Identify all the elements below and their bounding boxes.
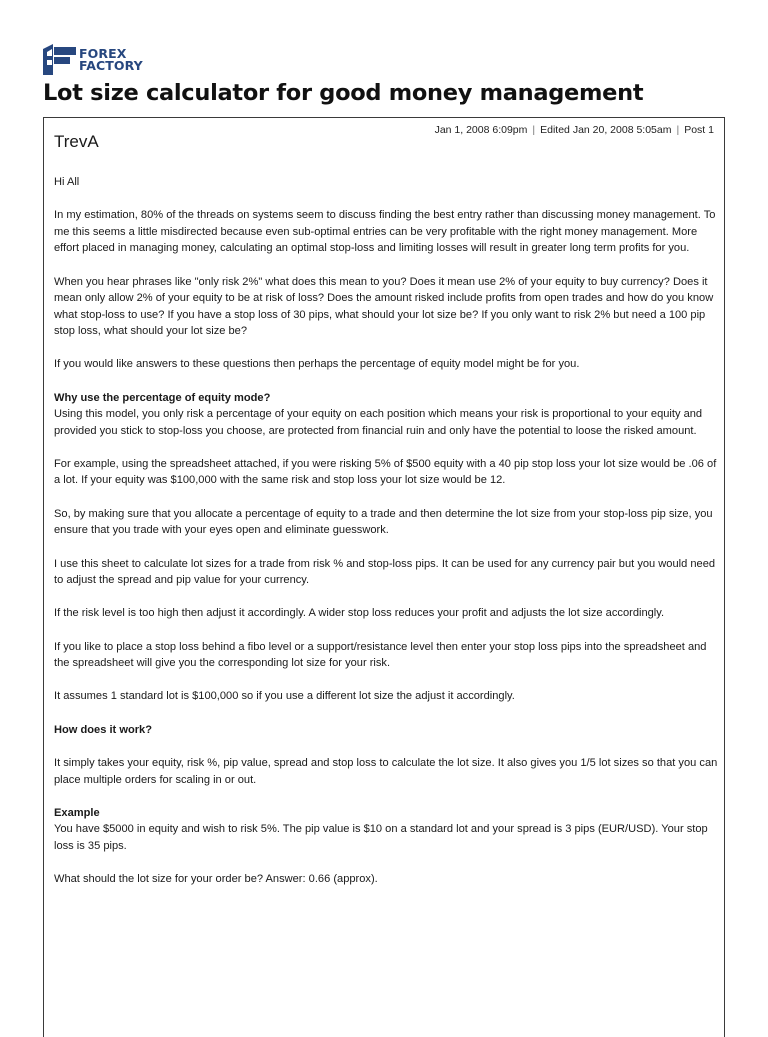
post-paragraph: What should the lot size for your order be? Answer: 0.66 (approx). [54, 873, 378, 886]
post-container [43, 117, 725, 1037]
post-paragraph: Using this model, you only risk a percentage of your equity on each position which means your risk is proportional to your equity and provided you stick to stop-loss you choose, are protected from financial ruin and only have the potential to loose the risked amount. [54, 408, 703, 437]
post-paragraph: You have $5000 in equity and wish to risk 5%. The pip value is $10 on a standard lot and your spread is 3 pips (EUR/USD). Your stop loss is 35 pips. [54, 823, 708, 852]
post-paragraph: Hi All [54, 176, 80, 188]
post-paragraph: If the risk level is too high then adjust it accordingly. A wider stop loss reduces your profit and adjusts the lot size accordingly. [54, 607, 665, 620]
forex-factory-logo-icon [43, 44, 76, 75]
post-meta [435, 124, 714, 136]
post-paragraph: I use this sheet to calculate lot sizes for a trade from risk % and stop-loss pips. It can be used for any currency pair but you would need to adjust the spread and pip value for your currency. [54, 557, 716, 587]
post-paragraph: In my estimation, 80% of the threads on systems seem to discuss finding the best entry rather than discussing money management. To me this seems a little misdirected because even sub-optimal entries can be very profitable with the right money management. More effort placed in managing money, calculating an optimal stop-loss and limiting losses will result in greater long term profits for you. [54, 209, 716, 255]
post-body [54, 174, 718, 904]
logo-line-2: FACTORY [79, 57, 143, 73]
post-paragraph: It simply takes your equity, risk %, pip value, spread and stop loss to calculate the lot size. It also gives you 1/5 lot sizes so that you can place multiple orders for scaling in or out. [54, 757, 718, 786]
logo-line-1: FOREX [79, 45, 127, 61]
forex-factory-logo[interactable] [43, 44, 143, 75]
meta-separator: | [676, 124, 680, 136]
post-paragraph: It assumes 1 standard lot is $100,000 so if you use a different lot size the adjust it accordingly. [54, 690, 515, 703]
post-number[interactable]: Post 1 [684, 124, 714, 136]
post-paragraph: If you like to place a stop loss behind a fibo level or a support/resistance level then enter your stop loss pips into the spreadsheet and the spreadsheet will give you the corresponding lot size for your risk. [54, 640, 707, 670]
post-paragraph: If you would like answers to these questions then perhaps the percentage of equity model might be for you. [54, 358, 580, 371]
thread-title: Lot size calculator for good money management [43, 80, 644, 106]
meta-separator: | [532, 124, 536, 136]
post-subheading: How does it work? [54, 723, 153, 736]
post-date: Jan 1, 2008 6:09pm [434, 124, 528, 136]
post-paragraph: So, by making sure that you allocate a percentage of equity to a trade and then determine the lot size from your stop-loss pip size, you ensure that you trade with your eyes open and eliminate guesswork. [54, 507, 713, 537]
post-subheading: Why use the percentage of equity mode? [54, 391, 271, 404]
post-paragraph: For example, using the spreadsheet attached, if you were risking 5% of $500 equity with a 40 pip stop loss your lot size would be .06 of a lot. If your equity was $100,000 with the same risk and stop loss your lot size would be 12. [54, 457, 717, 487]
post-paragraph: When you hear phrases like "only risk 2%" what does this mean to you? Does it mean use 2% of your equity to buy currency? Does it mean only allow 2% of your equity to be at risk of loss? Does the amount risked include profits from open trades and how do you know what stop-loss to use? If you have a stop loss of 30 pips, what should your lot size be? If you only want to risk 2% but need a 100 pip stop loss, what should your lot size be? [54, 275, 714, 338]
post-edited: Edited Jan 20, 2008 5:05am [540, 124, 672, 136]
post-subheading: Example [54, 806, 100, 819]
post-author[interactable]: TrevA [54, 132, 99, 151]
